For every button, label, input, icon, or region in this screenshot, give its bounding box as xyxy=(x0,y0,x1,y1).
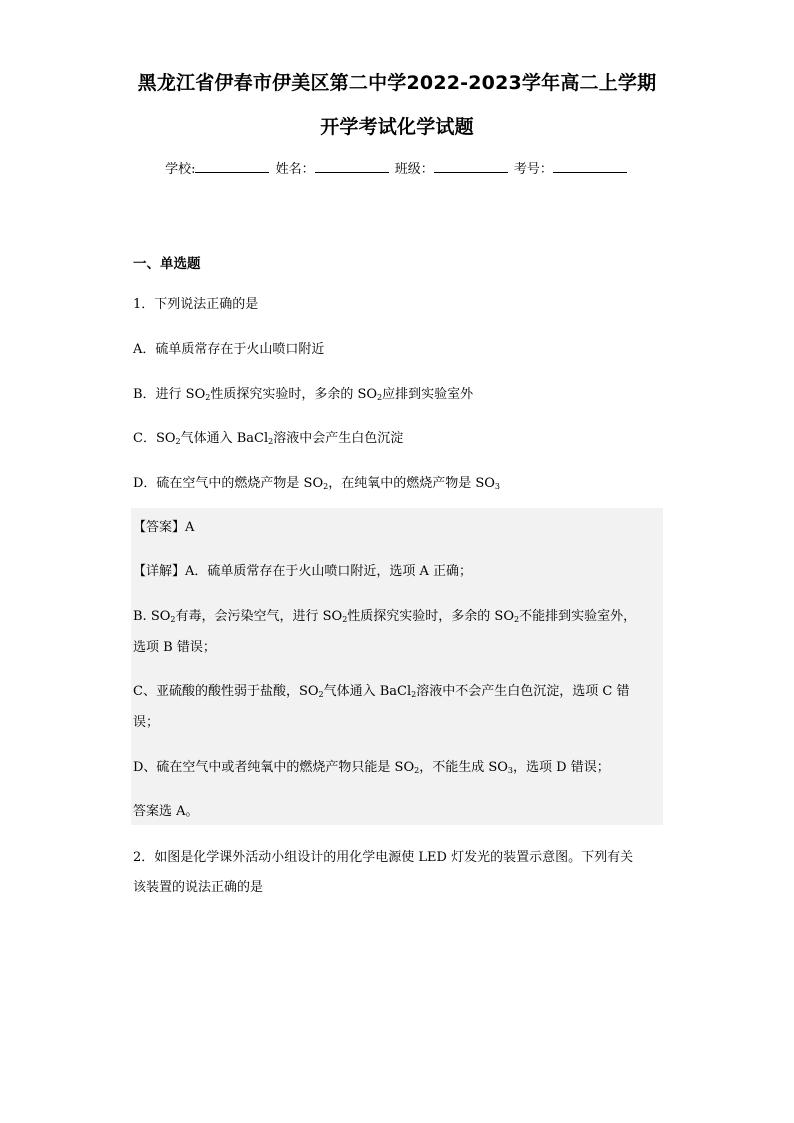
question-1-option-d: D．硫在空气中的燃烧产物是 $SO_2$，在纯氧中的燃烧产物是 $SO_3$ xyxy=(133,476,501,491)
exam-number-label: 考号： xyxy=(513,162,553,177)
question-1-option-a: A．硫单质常存在于火山喷口附近 xyxy=(133,342,325,357)
name-label: 姓名： xyxy=(275,162,315,177)
question-1-stem: 1．下列说法正确的是 xyxy=(133,297,259,312)
exam-title-line-2: 开学考试化学试题 xyxy=(320,116,474,138)
answer-label: 【答案】A xyxy=(133,520,195,535)
school-label: 学校: xyxy=(165,162,196,177)
class-blank xyxy=(434,160,508,173)
question-2-stem-line-2: 该装置的说法正确的是 xyxy=(133,880,264,895)
exam-number-blank xyxy=(553,160,627,173)
answer-conclusion: 答案选 A。 xyxy=(133,804,199,819)
school-blank xyxy=(195,160,269,173)
explanation-a: 【详解】A．硫单质常存在于火山喷口附近，选项 A 正确； xyxy=(133,564,473,579)
name-blank xyxy=(315,160,389,173)
answer-explanation-box xyxy=(131,508,663,825)
question-1-option-c: C．$SO_2$气体通入 BaCl$_2$溶液中会产生白色沉淀 xyxy=(133,431,404,446)
question-1-option-b: B．进行 $SO_2$性质探究实验时，多余的 $SO_2$应排到实验室外 xyxy=(133,387,474,402)
explanation-b-line-1: B. $SO_2$有毒，会污染空气，进行 $SO_2$性质探究实验时，多余的 $SO_2$不能排到实验室外， xyxy=(133,609,637,624)
explanation-b-line-2: 选项 B 错误； xyxy=(133,640,216,655)
class-label: 班级： xyxy=(394,162,434,177)
student-info-row xyxy=(0,158,794,177)
explanation-d: D、硫在空气中或者纯氧中的燃烧产物只能是 $SO_2$，不能生成 $SO_3$，选项 D 错误； xyxy=(133,760,610,775)
explanation-c-line-1: C、亚硫酸的酸性弱于盐酸，$SO_2$气体通入 BaCl$_2$溶液中不会产生白色沉淀，选项 C 错 xyxy=(133,684,630,699)
explanation-c-line-2: 误； xyxy=(133,715,160,730)
section-title: 一、单选题 xyxy=(133,256,201,272)
question-2-stem-line-1: 2．如图是化学课外活动小组设计的用化学电源使 LED 灯发光的装置示意图。下列有关 xyxy=(133,850,634,865)
exam-title-line-1: 黑龙江省伊春市伊美区第二中学2022-2023学年高二上学期 xyxy=(137,72,657,94)
